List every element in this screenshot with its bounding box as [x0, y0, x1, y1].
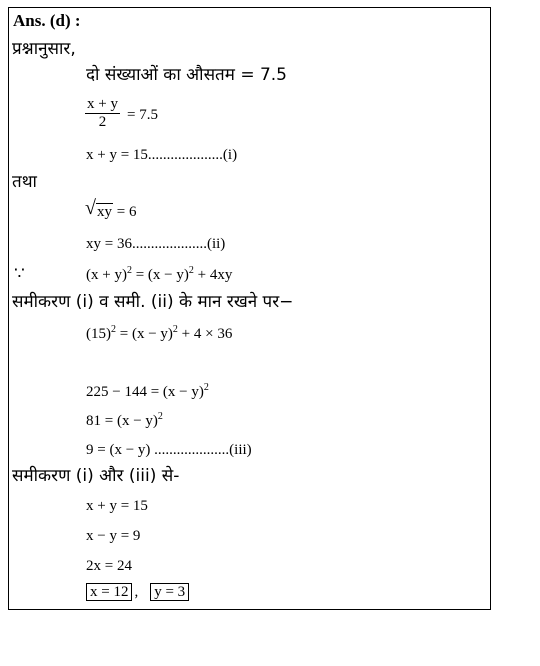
identity-lhs: (x + y) — [86, 267, 127, 283]
answer-x-box: x = 12 — [86, 583, 132, 601]
step-1 — [86, 383, 209, 401]
sqrt-equation — [85, 197, 137, 221]
fraction-rhs: = 7.5 — [127, 107, 158, 123]
substitution-text: समीकरण (i) व समी. (ii) के मान रखने पर− — [12, 292, 294, 312]
identity-rhs: + 4xy — [193, 267, 233, 283]
sqrt-symbol: √ xy — [85, 197, 112, 220]
because-symbol: ∵ — [14, 264, 25, 283]
step-2-text: 81 = (x − y) — [86, 413, 158, 429]
sqrt-radicand: xy — [97, 204, 112, 220]
fraction-denominator: 2 — [98, 114, 107, 130]
identity-mid: = (x − y) — [131, 267, 189, 283]
step-2 — [86, 412, 163, 430]
exponent: 2 — [111, 324, 116, 335]
exponent: 2 — [126, 265, 132, 276]
exponent: 2 — [157, 411, 163, 422]
substitution-equation — [86, 325, 232, 343]
subst-c: + 4 × 36 — [177, 326, 233, 342]
result-3: 2x = 24 — [86, 558, 132, 574]
equation-iii: 9 = (x − y) ....................(iii) — [86, 442, 252, 458]
identity — [86, 266, 232, 284]
answer-separator: , — [134, 584, 139, 600]
answer-label: Ans. (d) : — [13, 11, 81, 30]
fraction-numerator: x + y — [87, 96, 118, 112]
intro-text: प्रश्नानुसार, — [12, 39, 76, 59]
result-1: x + y = 15 — [86, 498, 148, 514]
subst-a: (15) — [86, 326, 111, 342]
equation-ii: xy = 36....................(ii) — [86, 236, 226, 252]
subst-b: = (x − y) — [116, 326, 173, 342]
exponent: 2 — [172, 324, 178, 335]
step-1-text: 225 − 144 = (x − y) — [86, 384, 204, 400]
exponent: 2 — [203, 382, 209, 393]
equation-i: x + y = 15....................(i) — [86, 147, 238, 163]
tatha-text: तथा — [12, 172, 37, 192]
fraction — [85, 96, 120, 131]
answer-y-box: y = 3 — [150, 583, 189, 601]
combine-text: समीकरण (i) और (iii) से- — [12, 466, 180, 486]
final-answer — [86, 583, 189, 601]
average-statement: दो संख्याओं का औसतम = 7.5 — [86, 65, 288, 85]
sqrt-rhs: = 6 — [116, 204, 137, 220]
cut-off-text-row — [0, 612, 540, 626]
result-2: x − y = 9 — [86, 528, 141, 544]
exponent: 2 — [188, 265, 194, 276]
